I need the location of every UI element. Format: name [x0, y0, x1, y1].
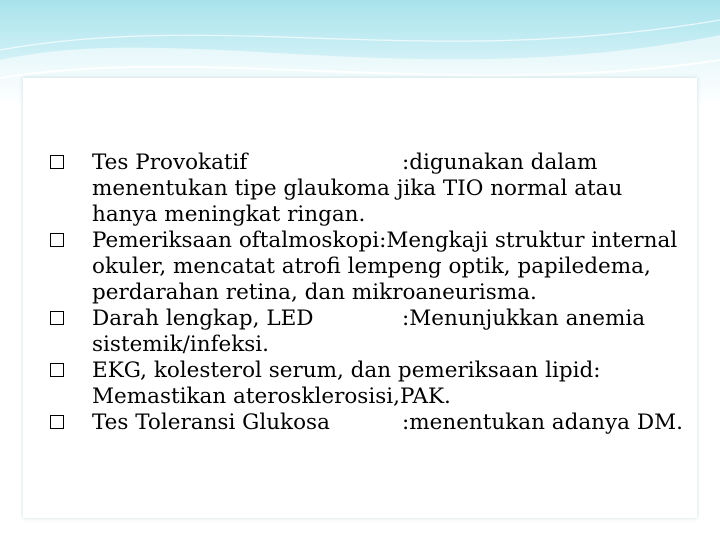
- bullet-list: [48, 150, 688, 436]
- item-term: Tes Provokatif: [92, 150, 248, 175]
- item-text: [92, 150, 688, 228]
- list-item: [48, 306, 688, 358]
- list-item: [48, 228, 688, 306]
- item-text: [92, 358, 688, 410]
- item-term: Tes Toleransi Glukosa: [92, 410, 330, 435]
- item-text: [92, 410, 688, 436]
- list-item: [48, 358, 688, 410]
- empty-square-icon: [50, 233, 64, 247]
- empty-square-icon: [50, 155, 64, 169]
- list-item: [48, 410, 688, 436]
- item-term: Darah lengkap, LED: [92, 306, 314, 331]
- item-desc: EKG, kolesterol serum, dan pemeriksaan lipid: Memastikan aterosklerosisi,PAK.: [92, 358, 601, 409]
- item-text: [92, 228, 688, 306]
- item-desc: :menentukan adanya DM.: [402, 410, 683, 435]
- item-text: [92, 306, 688, 358]
- empty-square-icon: [50, 363, 64, 377]
- item-desc: :Menunjukkan anemia sistemik/infeksi.: [92, 306, 646, 357]
- empty-square-icon: [50, 415, 64, 429]
- list-item: [48, 150, 688, 228]
- empty-square-icon: [50, 311, 64, 325]
- item-desc: Pemeriksaan oftalmoskopi:Mengkaji struktur internal okuler, mencatat atrofi lempeng optik, papiledema, perdarahan retina, dan mikroaneurisma.: [92, 228, 678, 305]
- item-desc: :digunakan dalam menentukan tipe glaukoma jika TIO normal atau hanya meningkat ringan.: [92, 150, 623, 227]
